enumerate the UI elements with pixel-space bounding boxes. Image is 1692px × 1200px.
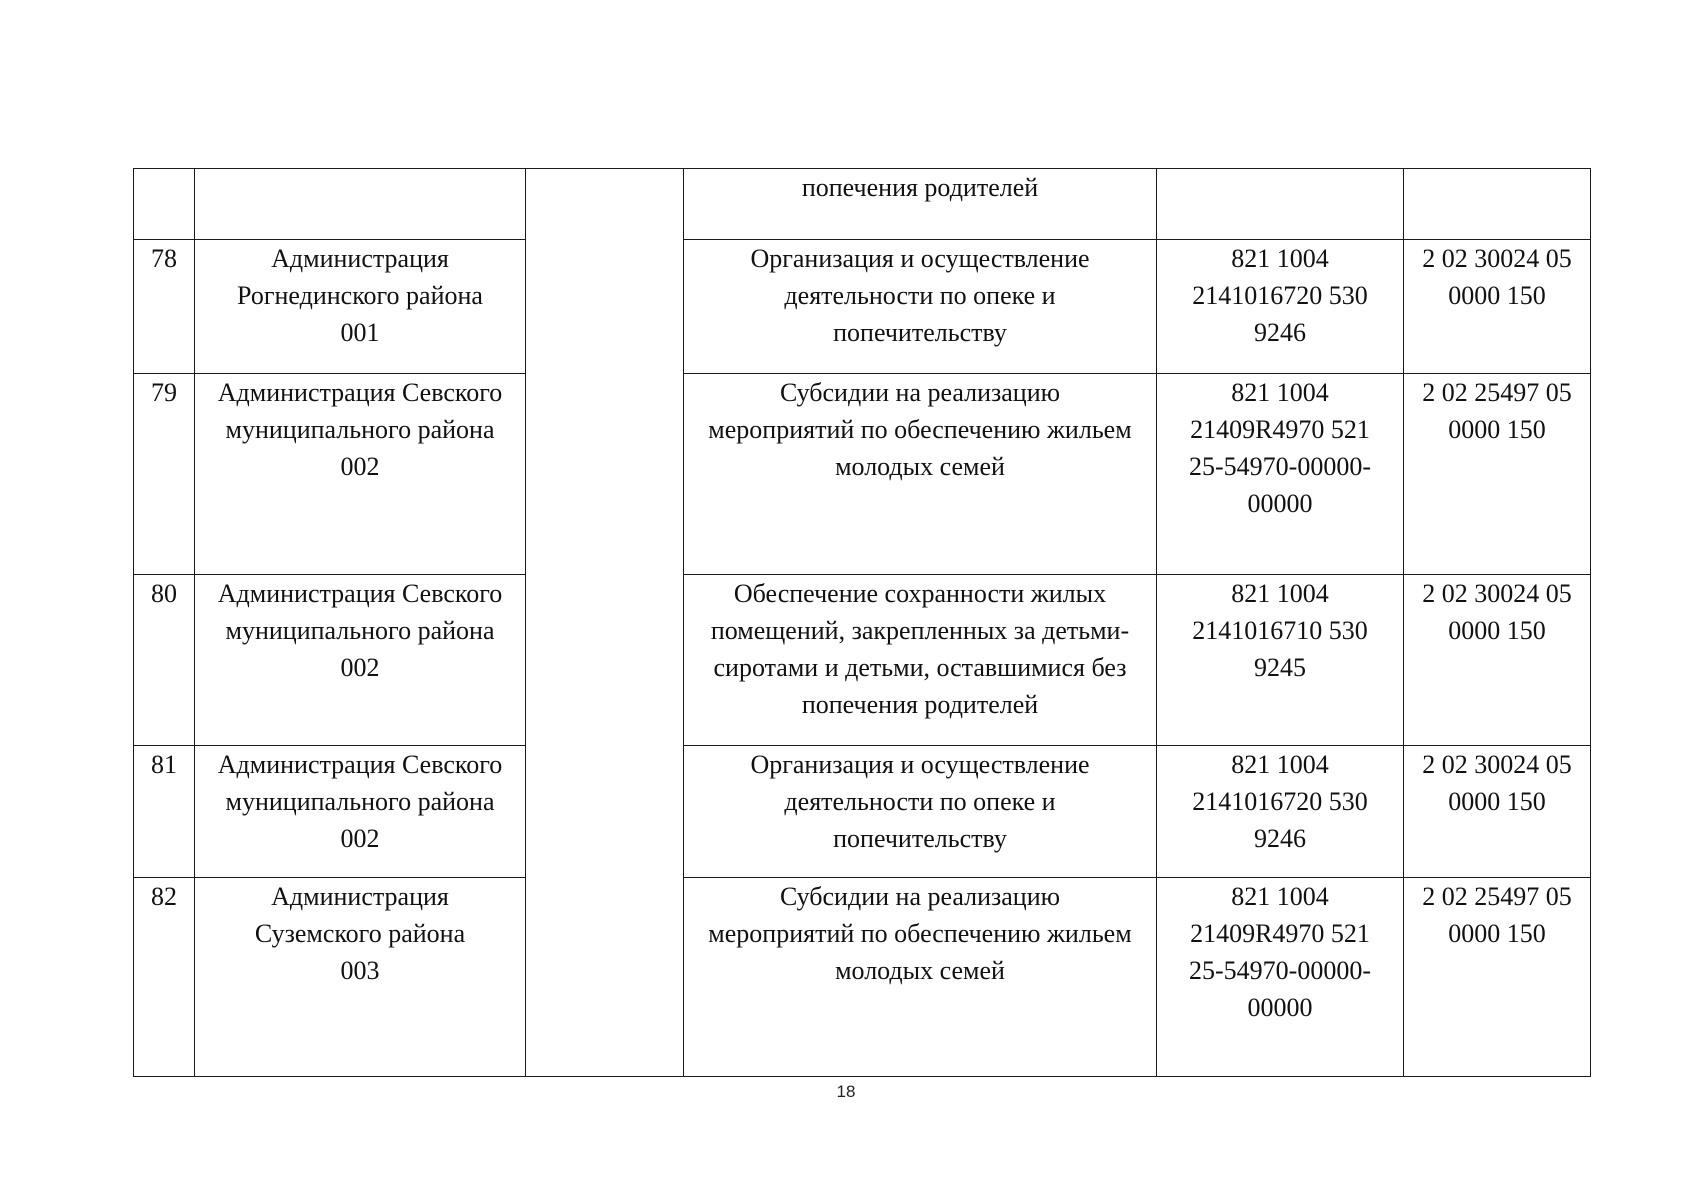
budget-code-line: 21409R4970 521 [1190, 415, 1370, 444]
table-row [134, 746, 1591, 878]
budget-code-line: 25-54970-00000- [1189, 956, 1371, 985]
organization-line: Администрация Севского [217, 378, 503, 407]
organization-line: Суземского района [254, 919, 466, 948]
purpose-line: Субсидии на реализацию [779, 378, 1061, 407]
purpose-cell [684, 878, 1157, 1077]
purpose-line: мероприятий по обеспечению жильем [708, 415, 1132, 444]
organization-cell [195, 575, 526, 746]
page-number: 18 [836, 1082, 856, 1101]
table-row [134, 240, 1591, 374]
budget-code-cell [1157, 746, 1404, 878]
organization-line: Администрация Севского [217, 579, 503, 608]
purpose-cell [684, 374, 1157, 575]
organization-line: 002 [340, 452, 380, 481]
document-table [133, 168, 1591, 1077]
row-number-cell: 80 [134, 575, 195, 746]
budget-code-line: 821 1004 [1231, 882, 1329, 911]
organization-cell [195, 746, 526, 878]
row-number-cell: 82 [134, 878, 195, 1077]
revenue-code-line: 0000 150 [1448, 787, 1546, 816]
purpose-line: Субсидии на реализацию [779, 882, 1061, 911]
budget-code-line: 821 1004 [1231, 579, 1329, 608]
revenue-code-line: 0000 150 [1448, 616, 1546, 645]
budget-code-cell [1157, 169, 1404, 240]
purpose-cell [684, 169, 1157, 240]
purpose-cell [684, 575, 1157, 746]
row-number-cell: 79 [134, 374, 195, 575]
budget-code-line: 821 1004 [1231, 244, 1329, 273]
budget-code-line: 2141016710 530 [1192, 616, 1368, 645]
table-row [134, 575, 1591, 746]
organization-cell [195, 374, 526, 575]
purpose-cell [684, 240, 1157, 374]
blank-cell [526, 746, 684, 878]
purpose-line: деятельности по опеке и [784, 787, 1056, 816]
budget-code-line: 21409R4970 521 [1190, 919, 1370, 948]
budget-code-line: 9246 [1254, 318, 1306, 347]
organization-line: 002 [340, 653, 380, 682]
budget-code-line: 9245 [1254, 653, 1306, 682]
revenue-code-cell [1404, 169, 1591, 240]
budget-code-line: 25-54970-00000- [1189, 452, 1371, 481]
budget-code-line: 00000 [1247, 489, 1313, 518]
purpose-line: деятельности по опеке и [784, 281, 1056, 310]
organization-cell [195, 169, 526, 240]
budget-code-cell [1157, 374, 1404, 575]
budget-code-line: 2141016720 530 [1192, 281, 1368, 310]
organization-line: Администрация [271, 882, 449, 911]
purpose-line: молодых семей [835, 452, 1005, 481]
purpose-line: попечения родителей [801, 173, 1039, 202]
organization-line: Администрация [271, 244, 449, 273]
organization-line: 001 [340, 318, 380, 347]
purpose-line: попечительству [833, 824, 1007, 853]
organization-line: муниципального района [225, 616, 495, 645]
organization-cell [195, 240, 526, 374]
blank-cell [526, 374, 684, 575]
blank-cell [526, 878, 684, 1077]
budget-code-line: 821 1004 [1231, 378, 1329, 407]
organization-line: 002 [340, 824, 380, 853]
table-row [134, 878, 1591, 1077]
budget-code-line: 2141016720 530 [1192, 787, 1368, 816]
table-row [134, 374, 1591, 575]
row-number-cell: 81 [134, 746, 195, 878]
revenue-code-line: 2 02 30024 05 [1422, 244, 1572, 273]
revenue-code-cell [1404, 878, 1591, 1077]
revenue-code-cell [1404, 240, 1591, 374]
table-row [134, 169, 1591, 240]
organization-line: 003 [340, 956, 380, 985]
revenue-code-line: 2 02 25497 05 [1422, 378, 1572, 407]
revenue-code-line: 0000 150 [1448, 919, 1546, 948]
budget-code-cell [1157, 878, 1404, 1077]
blank-cell [526, 169, 684, 240]
purpose-line: Обеспечение сохранности жилых [733, 579, 1107, 608]
purpose-line: Организация и осуществление [750, 750, 1090, 779]
purpose-line: попечения родителей [801, 690, 1039, 719]
purpose-line: попечительству [833, 318, 1007, 347]
revenue-code-line: 0000 150 [1448, 415, 1546, 444]
purpose-line: мероприятий по обеспечению жильем [708, 919, 1132, 948]
organization-line: Рогнединского района [237, 281, 483, 310]
revenue-code-cell [1404, 575, 1591, 746]
purpose-line: молодых семей [835, 956, 1005, 985]
organization-line: муниципального района [225, 787, 495, 816]
budget-code-line: 9246 [1254, 824, 1306, 853]
row-number-cell: 78 [134, 240, 195, 374]
budget-code-line: 00000 [1247, 993, 1313, 1022]
purpose-line: сиротами и детьми, оставшимися без [713, 653, 1127, 682]
revenue-code-line: 2 02 25497 05 [1422, 882, 1572, 911]
purpose-line: Организация и осуществление [750, 244, 1090, 273]
organization-line: Администрация Севского [217, 750, 503, 779]
organization-line: муниципального района [225, 415, 495, 444]
purpose-line: помещений, закрепленных за детьми- [710, 616, 1130, 645]
revenue-code-line: 0000 150 [1448, 281, 1546, 310]
blank-cell [526, 575, 684, 746]
revenue-code-line: 2 02 30024 05 [1422, 579, 1572, 608]
row-number-cell [134, 169, 195, 240]
revenue-code-cell [1404, 374, 1591, 575]
budget-code-cell [1157, 575, 1404, 746]
budget-code-line: 821 1004 [1231, 750, 1329, 779]
revenue-code-line: 2 02 30024 05 [1422, 750, 1572, 779]
blank-cell [526, 240, 684, 374]
budget-code-cell [1157, 240, 1404, 374]
organization-cell [195, 878, 526, 1077]
purpose-cell [684, 746, 1157, 878]
revenue-code-cell [1404, 746, 1591, 878]
